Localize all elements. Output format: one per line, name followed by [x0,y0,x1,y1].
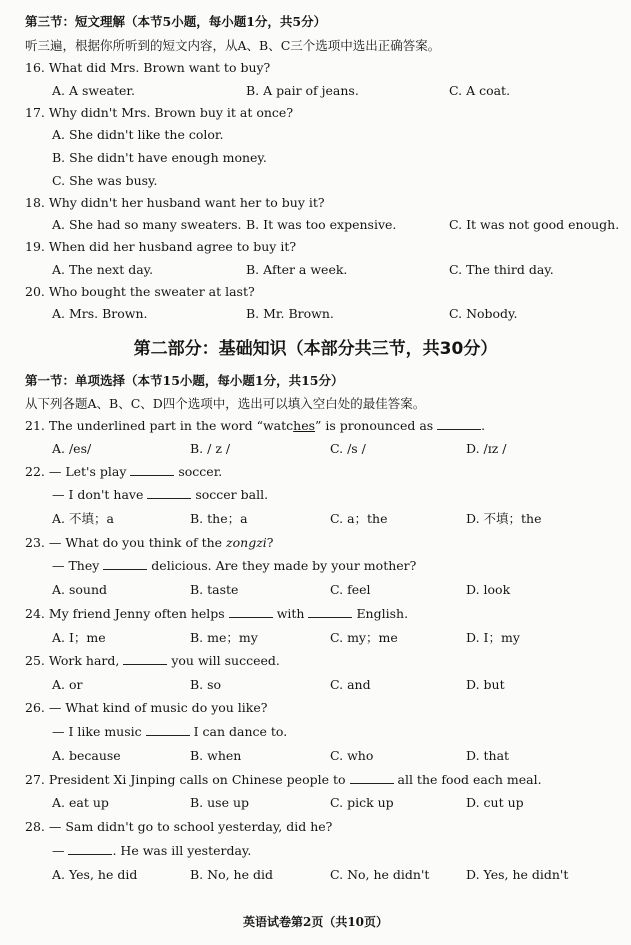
q25-option-d: D. but [466,677,505,692]
q24-option-b: B. me；my [190,630,258,645]
q28-line2-post: . He was ill yesterday. [112,843,252,858]
q20-option-b: B. Mr. Brown. [246,306,334,321]
q24-text-post: English. [356,606,409,621]
question-28: 28. — Sam didn't go to school yesterday, did he? [25,819,333,834]
question-26: 26. — What kind of music do you like? [25,700,268,715]
answer-blank [350,772,394,784]
q27-option-a: A. eat up [52,795,109,810]
section3-instruction: 听三遍，根据你所听到的短文内容，从A、B、C三个选项中选出正确答案。 [25,38,441,53]
answer-blank [308,606,352,618]
question-27 [25,772,542,788]
q24-text-mid: with [276,606,305,621]
q22-option-a: A. 不填；a [52,511,114,526]
q24-option-d: D. I；my [466,630,520,645]
q28-line2 [52,843,251,859]
answer-blank [147,487,191,499]
q23-line1-pre: 23. — What do you think of the [25,535,223,550]
q23-line2 [52,558,416,574]
answer-blank [130,464,174,476]
section3-heading: 第三节：短文理解 [25,14,126,29]
q21-underlined-part: hes [293,418,316,433]
q27-option-d: D. cut up [466,795,524,810]
q26-line2 [52,724,287,740]
question-22 [25,464,222,480]
q23-line1-post: ? [266,535,274,550]
q16-option-b: B. A pair of jeans. [246,83,359,98]
q22-line1-post: soccer. [178,464,223,479]
q25-text-pre: 25. Work hard, [25,653,120,668]
q17-option-a: A. She didn't like the color. [52,127,224,142]
q19-option-b: B. After a week. [246,262,348,277]
part2-title: 第二部分：基础知识（本部分共三节，共30分） [133,339,498,359]
q25-option-a: A. or [52,677,83,692]
question-18: 18. Why didn't her husband want her to buy it? [25,195,325,210]
q28-option-b: B. No, he did [190,867,273,882]
q22-line1-pre: 22. — Let's play [25,464,127,479]
q25-text-post: you will succeed. [171,653,280,668]
q27-text-pre: 27. President Xi Jinping calls on Chinese people to [25,772,346,787]
q22-option-d: D. 不填；the [466,511,542,526]
q18-option-c: C. It was not good enough. [449,217,620,232]
q22-option-b: B. the；a [190,511,248,526]
answer-blank [229,606,273,618]
q22-line2-post: soccer ball. [195,487,269,502]
q25-option-c: C. and [330,677,371,692]
q23-line2-pre: — They [52,558,100,573]
q21-text-end: . [481,418,486,433]
q23-option-d: D. look [466,582,511,597]
section1-heading-note: （本节15小题，每小题1分，共15分） [125,373,344,388]
answer-blank [103,558,147,570]
q17-option-c: C. She was busy. [52,173,158,188]
q16-option-c: C. A coat. [449,83,511,98]
q20-option-c: C. Nobody. [449,306,518,321]
question-21 [25,418,485,434]
q17-option-b: B. She didn't have enough money. [52,150,267,165]
question-25 [25,653,280,669]
q21-option-c: C. /s / [330,441,366,456]
q27-option-b: B. use up [190,795,250,810]
q18-option-b: B. It was too expensive. [246,217,397,232]
q18-option-a: A. She had so many sweaters. [52,217,242,232]
q28-option-d: D. Yes, he didn't [466,867,569,882]
answer-blank [123,653,167,665]
q23-line1-emphasis: zongzi [226,535,267,550]
q16-option-a: A. A sweater. [52,83,135,98]
q24-option-c: C. my；me [330,630,398,645]
q23-line2-post: delicious. Are they made by your mother? [151,558,417,573]
q28-line2-pre: — [52,843,65,858]
q22-line2-pre: — I don't have [52,487,144,502]
q26-option-b: B. when [190,748,242,763]
q19-option-a: A. The next day. [52,262,154,277]
q26-option-a: A. because [52,748,121,763]
q28-option-c: C. No, he didn't [330,867,430,882]
section3-heading-line [25,14,326,30]
section1-heading-line [25,373,344,389]
page-footer: 英语试卷第2页（共10页） [242,915,389,929]
question-16: 16. What did Mrs. Brown want to buy? [25,60,271,75]
q26-line2-pre: — I like music [52,724,142,739]
section1-instruction: 从下列各题A、B、C、D四个选项中，选出可以填入空白处的最佳答案。 [25,396,426,411]
q21-option-b: B. / z / [190,441,231,456]
q24-option-a: A. I；me [52,630,106,645]
q27-text-post: all the food each meal. [397,772,542,787]
q23-option-c: C. feel [330,582,371,597]
q26-option-c: C. who [330,748,374,763]
q21-text-pre: 21. The underlined part in the word “watc [25,418,294,433]
q21-text-post: ” is pronounced as [315,418,434,433]
q26-option-d: D. that [466,748,510,763]
q27-option-c: C. pick up [330,795,394,810]
q28-option-a: A. Yes, he did [52,867,138,882]
q21-option-d: D. /ɪz / [466,441,507,456]
answer-blank [437,418,481,430]
q21-option-a: A. /es/ [52,441,92,456]
q24-text-pre: 24. My friend Jenny often helps [25,606,225,621]
question-23 [25,535,274,551]
q23-option-b: B. taste [190,582,239,597]
section1-heading: 第一节：单项选择 [25,373,126,388]
question-19: 19. When did her husband agree to buy it? [25,239,297,254]
question-17: 17. Why didn't Mrs. Brown buy it at once? [25,105,294,120]
q20-option-a: A. Mrs. Brown. [52,306,148,321]
question-20: 20. Who bought the sweater at last? [25,284,255,299]
answer-blank [68,843,112,855]
q22-option-c: C. a；the [330,511,388,526]
answer-blank [146,724,190,736]
question-24 [25,606,408,622]
q22-line2 [52,487,268,503]
q19-option-c: C. The third day. [449,262,554,277]
q26-line2-post: I can dance to. [193,724,288,739]
q25-option-b: B. so [190,677,222,692]
section3-heading-note: （本节5小题，每小题1分，共5分） [125,14,327,29]
q23-option-a: A. sound [52,582,108,597]
